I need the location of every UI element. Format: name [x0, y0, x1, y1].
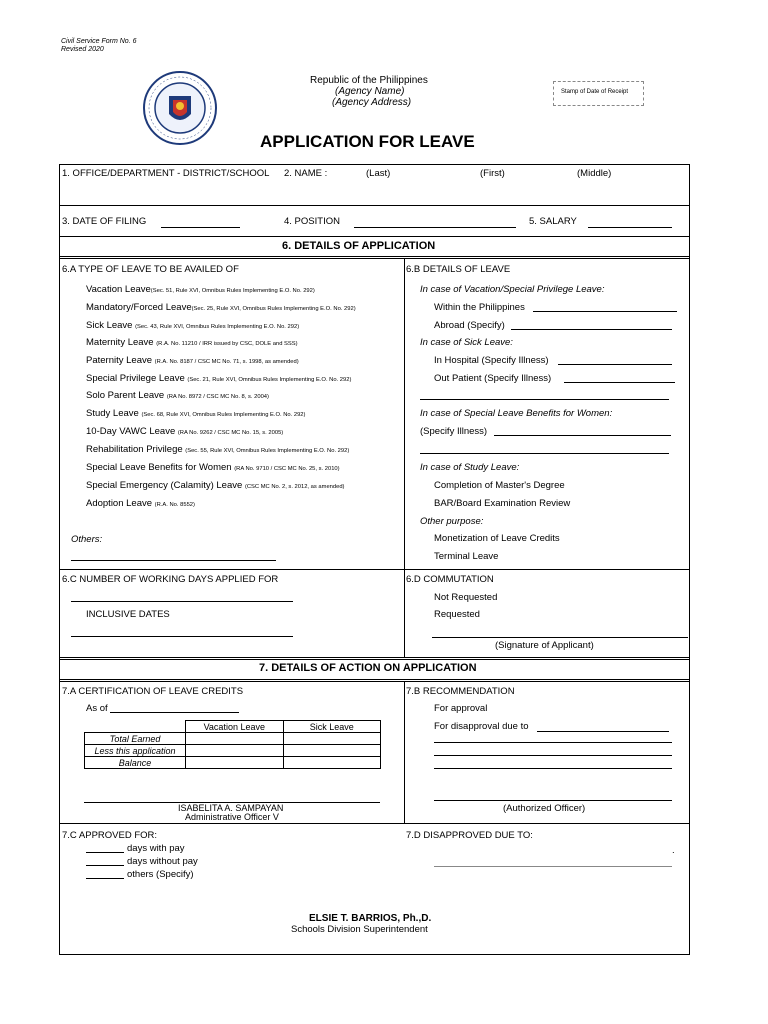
terminal-leave[interactable]: Terminal Leave	[434, 551, 499, 562]
leave-type-study[interactable]: Study Leave (Sec. 68, Rule XVI, Omnibus Rules Implementing E.O. No. 292)	[86, 408, 306, 419]
outpatient-field[interactable]	[564, 382, 675, 383]
section6-heading: 6. DETAILS OF APPLICATION	[282, 240, 436, 252]
sick-extra-field[interactable]	[420, 399, 669, 400]
leave-type-paternity[interactable]: Paternity Leave (R.A. No. 8187 / CSC MC No. 71, s. 1998, as amended)	[86, 355, 299, 366]
section6d-heading: 6.D COMMUTATION	[406, 574, 494, 585]
disapproval-field[interactable]	[537, 731, 669, 732]
section7a-heading: 7.A CERTIFICATION OF LEAVE CREDITS	[62, 686, 244, 697]
name-label: 2. NAME :	[284, 168, 328, 179]
form-code: Civil Service Form No. 6	[61, 38, 137, 45]
for-disapproval[interactable]: For disapproval due to	[434, 721, 529, 732]
signature-label: (Signature of Applicant)	[495, 640, 594, 651]
row-less-application: Less this application	[85, 745, 186, 757]
date-filing-field[interactable]	[161, 227, 240, 228]
superintendent-name: ELSIE T. BARRIOS, Ph.,D.	[309, 913, 432, 924]
others-specify: others (Specify)	[127, 869, 194, 880]
agency-name: (Agency Name)	[335, 86, 405, 97]
salary-label: 5. SALARY	[529, 216, 577, 227]
officer-title: Administrative Officer V	[185, 812, 279, 822]
leave-type-maternity[interactable]: Maternity Leave (R.A. No. 11210 / IRR issued by CSC, DOLE and SSS)	[86, 337, 298, 348]
row-total-earned: Total Earned	[85, 733, 186, 745]
abroad-specify[interactable]: Abroad (Specify)	[434, 320, 505, 331]
position-label: 4. POSITION	[284, 216, 340, 227]
cell-sick-balance[interactable]	[283, 757, 380, 769]
cell-vacation-balance[interactable]	[186, 757, 284, 769]
section7-heading: 7. DETAILS OF ACTION ON APPLICATION	[259, 662, 477, 674]
section6a-heading: 6.A TYPE OF LEAVE TO BE AVAILED OF	[62, 264, 239, 275]
cell-sick-earned[interactable]	[283, 733, 380, 745]
cell-vacation-less[interactable]	[186, 745, 284, 757]
leave-type-calamity[interactable]: Special Emergency (Calamity) Leave (CSC MC No. 2, s. 2012, as amended)	[86, 480, 345, 491]
days-without-pay-field[interactable]	[86, 865, 124, 866]
bar-review[interactable]: BAR/Board Examination Review	[434, 498, 571, 509]
leave-type-vacation[interactable]: Vacation Leave(Sec. 51, Rule XVI, Omnibus Rules Implementing E.O. No. 292)	[86, 284, 315, 295]
republic-text: Republic of the Philippines	[310, 75, 428, 86]
days-with-pay: days with pay	[127, 843, 185, 854]
leave-credits-table	[84, 720, 381, 769]
working-days-field[interactable]	[71, 601, 293, 602]
not-requested[interactable]: Not Requested	[434, 592, 498, 603]
salary-field[interactable]	[588, 227, 672, 228]
col-sick-leave: Sick Leave	[283, 721, 380, 733]
stamp-label: Stamp of Date of Receipt	[561, 89, 629, 95]
leave-type-women[interactable]: Special Leave Benefits for Women (RA No. 9710 / CSC MC No. 25, s. 2010)	[86, 462, 340, 473]
vacation-case-label: In case of Vacation/Special Privilege Leave:	[420, 284, 605, 295]
others-field[interactable]	[71, 560, 276, 561]
inclusive-dates-label: INCLUSIVE DATES	[86, 609, 170, 620]
as-of-field[interactable]	[110, 712, 239, 713]
superintendent-title: Schools Division Superintendent	[291, 924, 428, 935]
disapproved-reason-field[interactable]	[434, 866, 672, 867]
deped-seal-icon	[142, 70, 218, 146]
leave-type-rehabilitation[interactable]: Rehabilitation Privilege (Sec. 55, Rule XVI, Omnibus Rules Implementing E.O. No. 292)	[86, 444, 350, 455]
section6c-heading: 6.C NUMBER OF WORKING DAYS APPLIED FOR	[62, 574, 279, 585]
leave-type-special-privilege[interactable]: Special Privilege Leave (Sec. 21, Rule XVI, Omnibus Rules Implementing E.O. No. 292)	[86, 373, 352, 384]
section7b-heading: 7.B RECOMMENDATION	[406, 686, 515, 697]
leave-type-sick[interactable]: Sick Leave (Sec. 43, Rule XVI, Omnibus Rules Implementing E.O. No. 292)	[86, 320, 300, 331]
sick-case-label: In case of Sick Leave:	[420, 337, 513, 348]
position-field[interactable]	[354, 227, 516, 228]
requested[interactable]: Requested	[434, 609, 480, 620]
leave-type-vawc[interactable]: 10-Day VAWC Leave (RA No. 9262 / CSC MC No. 15, s. 2005)	[86, 426, 284, 437]
signature-line[interactable]	[432, 637, 688, 638]
leave-type-mandatory[interactable]: Mandatory/Forced Leave(Sec. 25, Rule XVI, Omnibus Rules Implementing E.O. No. 292)	[86, 302, 356, 313]
row-balance: Balance	[85, 757, 186, 769]
leave-type-solo-parent[interactable]: Solo Parent Leave (RA No. 8972 / CSC MC No. 8, s. 2004)	[86, 390, 269, 401]
illness-field[interactable]	[494, 435, 671, 436]
authorized-signature-line[interactable]	[434, 800, 672, 801]
study-case-label: In case of Study Leave:	[420, 462, 520, 473]
women-case-label: In case of Special Leave Benefits for Women:	[420, 408, 613, 419]
dot-mark: .	[672, 845, 675, 856]
section7d-heading: 7.D DISAPPROVED DUE TO:	[406, 830, 533, 841]
name-middle: (Middle)	[577, 168, 612, 179]
within-field[interactable]	[533, 311, 677, 312]
date-filing-label: 3. DATE OF FILING	[62, 216, 147, 227]
others-specify-field[interactable]	[86, 878, 124, 879]
abroad-field[interactable]	[511, 329, 672, 330]
form-revision: Revised 2020	[61, 46, 104, 53]
women-extra-field[interactable]	[420, 453, 669, 454]
cell-vacation-earned[interactable]	[186, 733, 284, 745]
monetization[interactable]: Monetization of Leave Credits	[434, 533, 560, 544]
page-title: APPLICATION FOR LEAVE	[260, 132, 475, 151]
officer-name: ISABELITA A. SAMPAYAN	[178, 803, 284, 813]
within-philippines[interactable]: Within the Philippines	[434, 302, 525, 313]
others-label: Others:	[71, 534, 103, 545]
for-approval[interactable]: For approval	[434, 703, 488, 714]
col-vacation-leave: Vacation Leave	[186, 721, 284, 733]
leave-type-adoption[interactable]: Adoption Leave (R.A. No. 8552)	[86, 498, 195, 509]
name-first: (First)	[480, 168, 505, 179]
cell-sick-less[interactable]	[283, 745, 380, 757]
masters-degree[interactable]: Completion of Master's Degree	[434, 480, 565, 491]
name-last: (Last)	[366, 168, 391, 179]
section6b-heading: 6.B DETAILS OF LEAVE	[406, 264, 511, 275]
stamp-box	[553, 81, 644, 106]
section7c-heading: 7.C APPROVED FOR:	[62, 830, 158, 841]
authorized-officer: (Authorized Officer)	[503, 803, 586, 814]
inclusive-dates-field[interactable]	[71, 636, 293, 637]
in-hospital[interactable]: In Hospital (Specify Illness)	[434, 355, 549, 366]
days-without-pay: days without pay	[127, 856, 198, 867]
out-patient[interactable]: Out Patient (Specify Illness)	[434, 373, 552, 384]
office-label: 1. OFFICE/DEPARTMENT - DISTRICT/SCHOOL	[62, 168, 270, 179]
as-of-label: As of	[86, 703, 108, 714]
other-purpose-label: Other purpose:	[420, 516, 484, 527]
agency-address: (Agency Address)	[332, 97, 412, 108]
days-with-pay-field[interactable]	[86, 852, 124, 853]
hospital-field[interactable]	[558, 364, 672, 365]
specify-illness[interactable]: (Specify Illness)	[420, 426, 488, 437]
